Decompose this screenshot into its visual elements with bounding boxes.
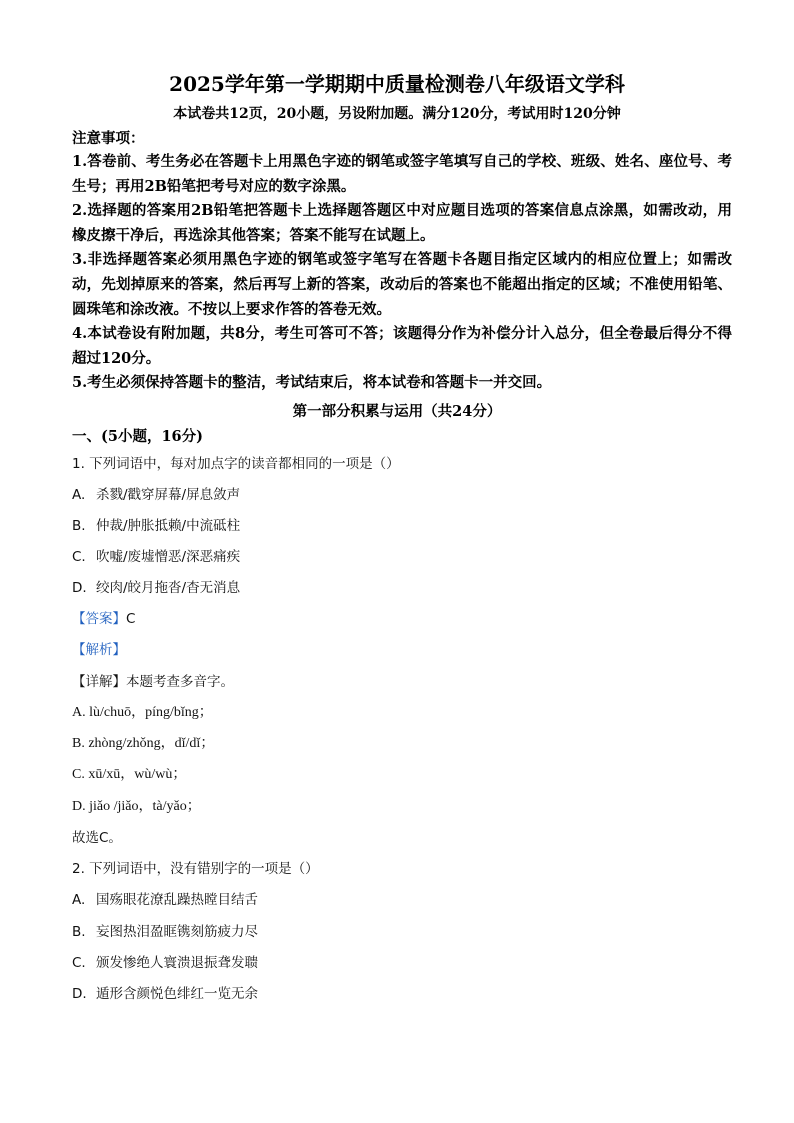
notes-list xyxy=(72,150,732,396)
q1-detail: 【详解】本题考查多音字。 xyxy=(72,674,234,690)
q1-option-b[interactable] xyxy=(72,516,240,536)
option-text: 国殇眼花潦乱躁热瞠目结舌 xyxy=(96,892,258,908)
q2-option-b[interactable] xyxy=(72,922,258,942)
q1-analysis-tag xyxy=(72,640,126,660)
q2-option-d[interactable] xyxy=(72,984,258,1004)
exam-title: 2025学年第一学期期中质量检测卷八年级语文学科 xyxy=(169,72,625,96)
option-label: C. xyxy=(72,549,86,565)
note-item: 5.考生必须保持答题卡的整洁，考试结束后，将本试卷和答题卡一并交回。 xyxy=(72,374,552,392)
option-text: 颁发惨绝人寰溃退振聋发聩 xyxy=(96,955,258,971)
q2-option-a[interactable] xyxy=(72,890,258,910)
q1-option-c[interactable] xyxy=(72,547,240,567)
q1-conclusion: 故选C。 xyxy=(72,830,122,846)
option-label: D. xyxy=(72,580,87,596)
q1-option-d[interactable] xyxy=(72,578,240,598)
option-text: 仲裁/肿胀抵赖/中流砥柱 xyxy=(96,518,241,534)
answer-value: C xyxy=(126,611,136,627)
note-item: 4.本试卷设有附加题，共8分，考生可答可不答；该题得分作为补偿分计入总分，但全卷最后得分不得超过120分。 xyxy=(72,325,732,367)
option-text: 吹嘘/废墟憎恶/深恶痛疾 xyxy=(96,549,241,565)
option-label: C. xyxy=(72,955,86,971)
part-title: 一、(5小题，16分) xyxy=(72,428,203,445)
answer-tag: 【答案】 xyxy=(72,611,126,627)
q1-option-a[interactable] xyxy=(72,485,240,505)
note-item: 3.非选择题答案必须用黑色字迹的钢笔或签字笔写在答题卡各题目指定区域内的相应位置上；如需改动，先划掉原来的答案，然后再写上新的答案，改动后的答案也不能超出指定的区域；不准使用铅笔、圆珠笔和涂改液。不按以上要求作答的答卷无效。 xyxy=(72,251,732,318)
option-label: A. xyxy=(72,487,86,503)
option-text: 妄图热泪盈眶镌刻筋疲力尽 xyxy=(96,924,258,940)
question-2-stem: 2. 下列词语中，没有错别字的一项是（） xyxy=(72,861,319,877)
note-item: 2.选择题的答案用2B铅笔把答题卡上选择题答题区中对应题目选项的答案信息点涂黑，如需改动，用橡皮擦干净后，再选涂其他答案；答案不能写在试题上。 xyxy=(72,202,732,244)
q2-option-c[interactable] xyxy=(72,953,258,973)
q1-answer xyxy=(72,609,135,629)
q1-explanation-d: D. jiǎo /jiǎo，tà/yǎo； xyxy=(72,799,201,814)
notes-heading: 注意事项： xyxy=(72,130,145,147)
q1-explanation-b: B. zhòng/zhǒng，dǐ/dǐ； xyxy=(72,736,215,751)
exam-subtitle: 本试卷共12页，20小题，另设附加题。满分120分，考试用时120分钟 xyxy=(173,106,621,122)
option-label: D. xyxy=(72,986,87,1002)
option-text: 杀戮/戳穿屏幕/屏息敛声 xyxy=(96,487,241,503)
q1-explanation-c: C. xū/xū，wù/wù； xyxy=(72,767,187,782)
section-title: 第一部分积累与运用（共24分） xyxy=(292,403,502,420)
question-1-stem: 1. 下列词语中，每对加点字的读音都相同的一项是（） xyxy=(72,456,400,472)
option-label: B. xyxy=(72,518,86,534)
option-text: 绞肉/皎月拖沓/杳无消息 xyxy=(96,580,241,596)
note-item: 1.答卷前、考生务必在答题卡上用黑色字迹的钢笔或签字笔填写自己的学校、班级、姓名、座位号、考生号；再用2B铅笔把考号对应的数字涂黑。 xyxy=(72,153,732,195)
analysis-tag: 【解析】 xyxy=(72,642,126,658)
option-label: A. xyxy=(72,892,86,908)
option-text: 遁形含颜悦色绯红一览无余 xyxy=(96,986,258,1002)
q1-explanation-a: A. lù/chuō，píng/bǐng； xyxy=(72,705,213,720)
option-label: B. xyxy=(72,924,86,940)
